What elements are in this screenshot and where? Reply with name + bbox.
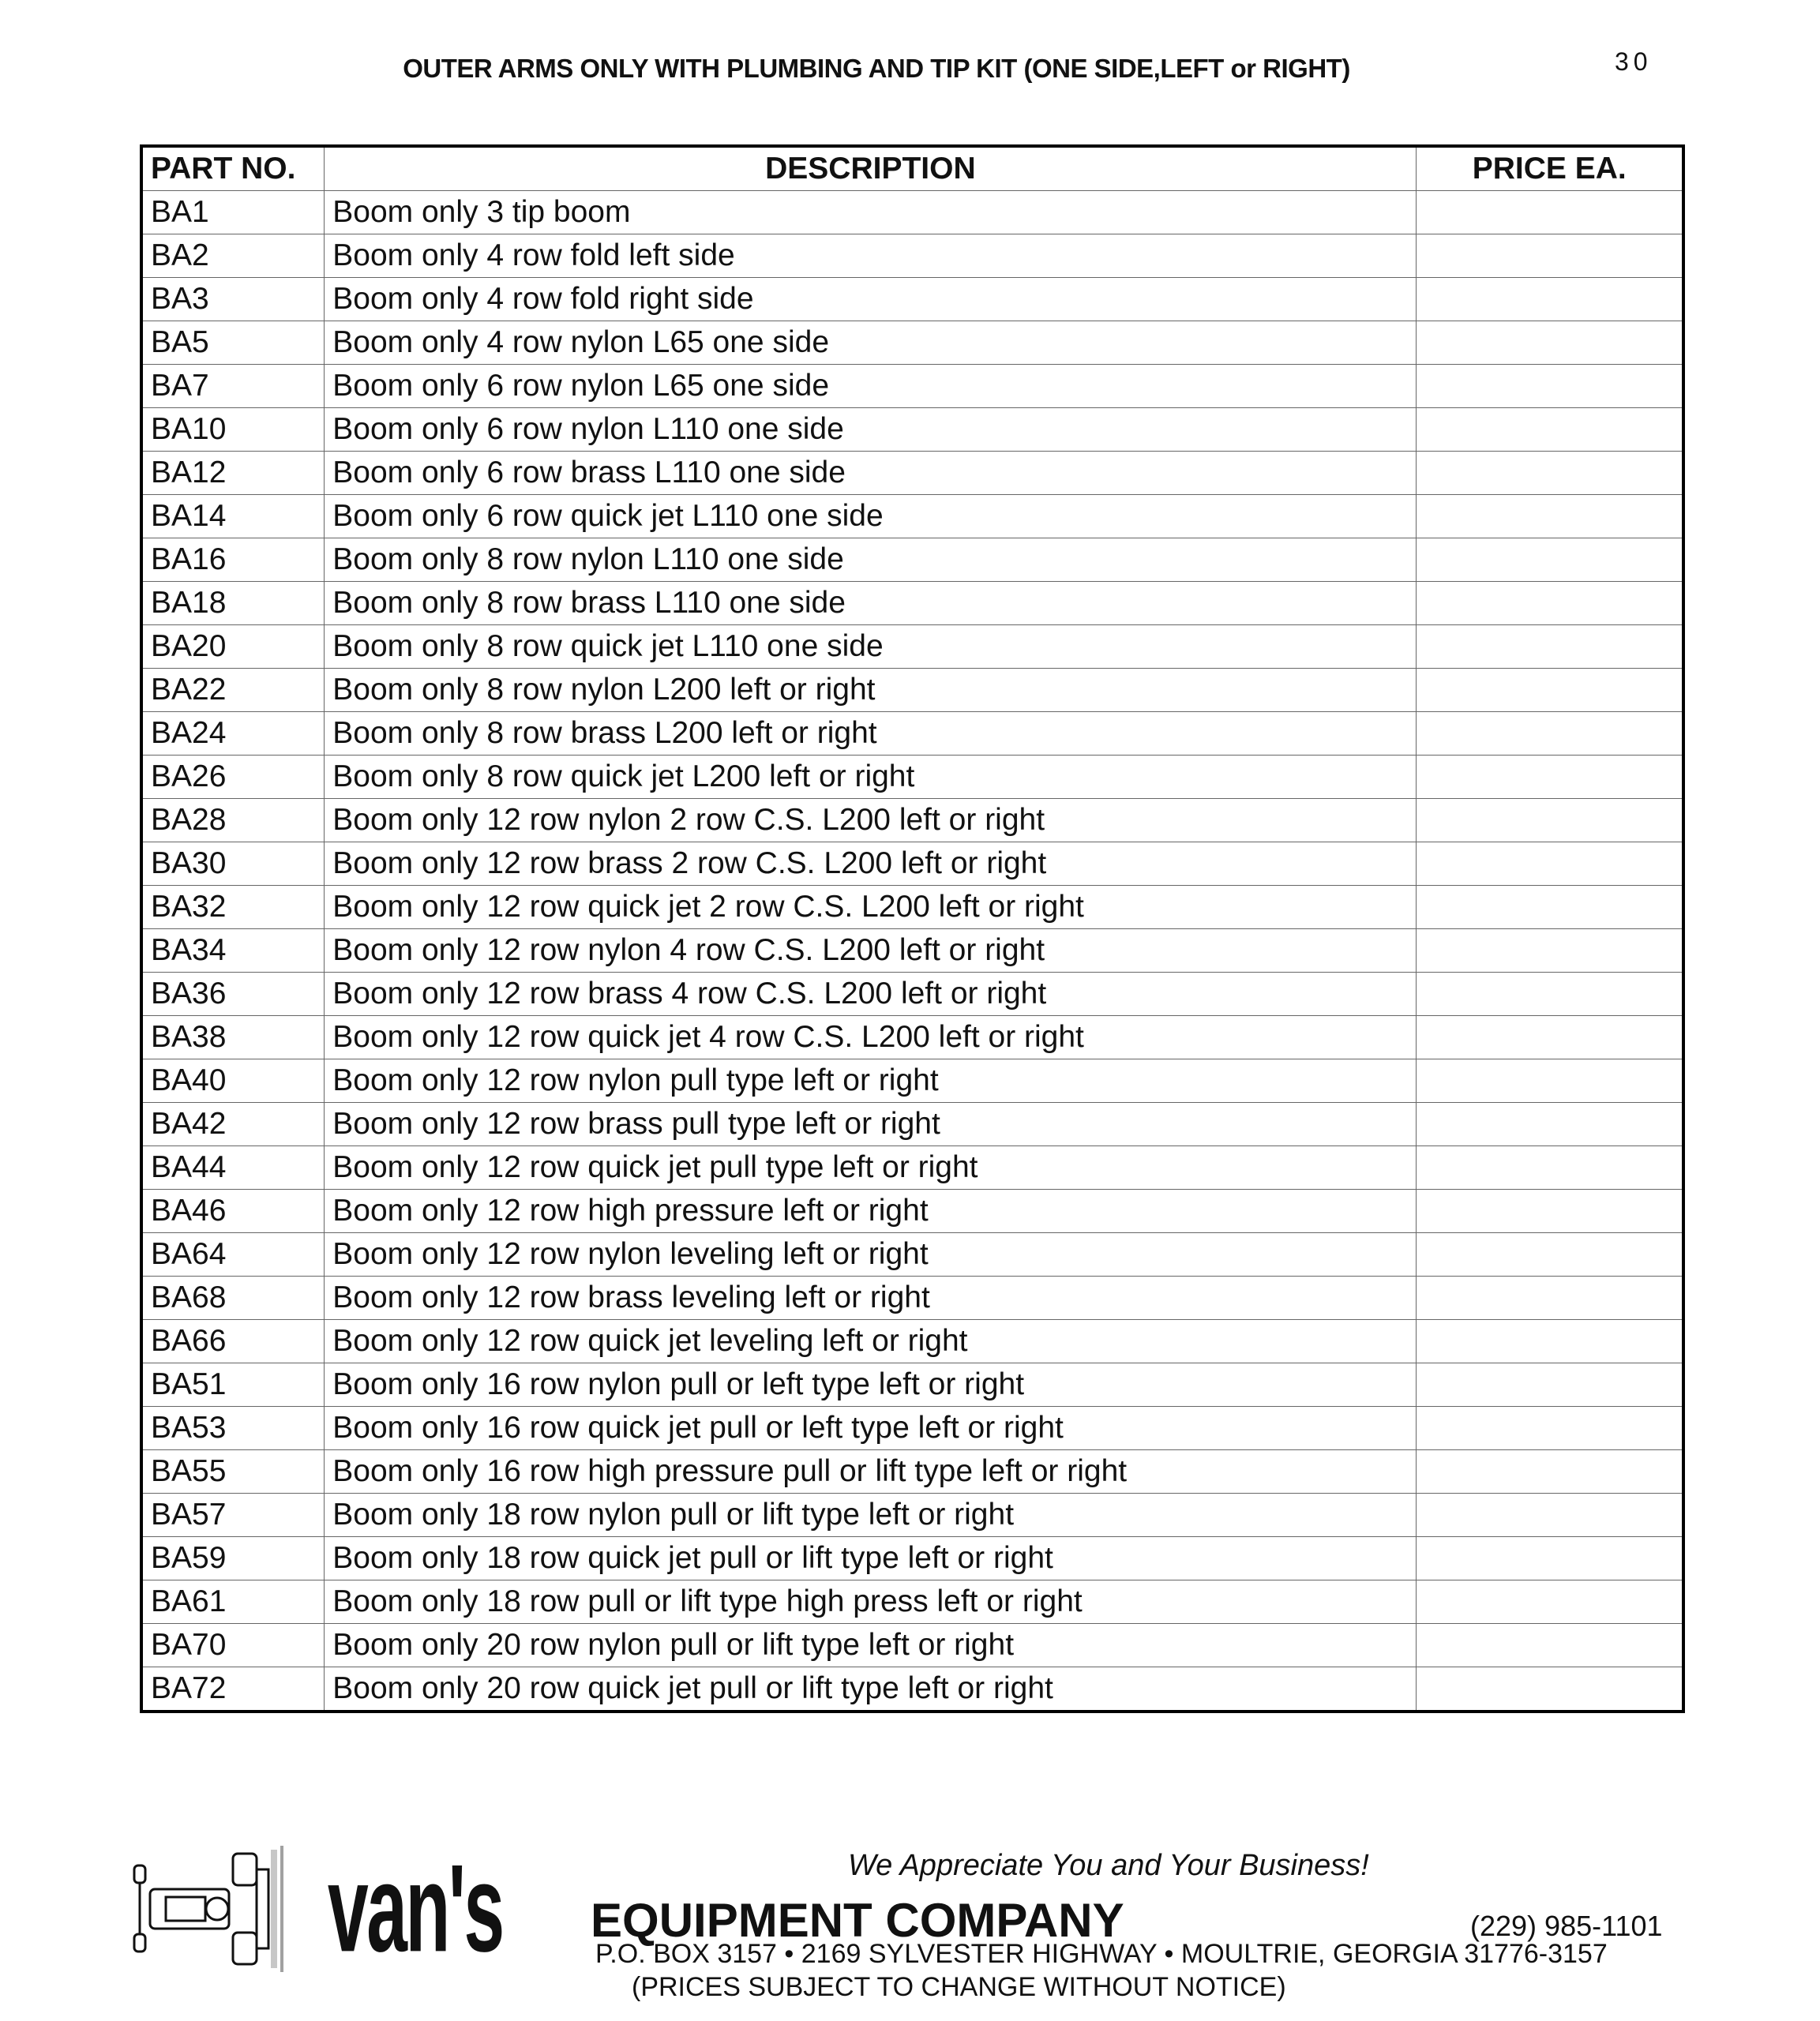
table-row <box>141 1624 1683 1667</box>
description-cell: Boom only 18 row quick jet pull or lift type left or right <box>325 1537 1417 1580</box>
description-cell: Boom only 6 row nylon L65 one side <box>325 365 1417 408</box>
description-cell: Boom only 12 row brass 2 row C.S. L200 left or right <box>325 842 1417 886</box>
description-cell: Boom only 18 row pull or lift type high press left or right <box>325 1580 1417 1624</box>
price-cell <box>1417 1103 1683 1146</box>
part-no-cell: BA16 <box>141 538 325 582</box>
part-no-cell: BA59 <box>141 1537 325 1580</box>
description-cell: Boom only 6 row brass L110 one side <box>325 452 1417 495</box>
table-body <box>141 191 1683 1712</box>
description-cell: Boom only 18 row nylon pull or lift type left or right <box>325 1494 1417 1537</box>
table-row <box>141 408 1683 452</box>
part-no-cell: BA36 <box>141 973 325 1016</box>
part-no-cell: BA34 <box>141 929 325 973</box>
column-header-description: DESCRIPTION <box>325 146 1417 191</box>
price-cell <box>1417 538 1683 582</box>
page-number: 30 <box>1615 47 1653 76</box>
description-cell: Boom only 12 row quick jet 2 row C.S. L200 left or right <box>325 886 1417 929</box>
description-cell: Boom only 4 row nylon L65 one side <box>325 321 1417 365</box>
part-no-cell: BA30 <box>141 842 325 886</box>
description-cell: Boom only 20 row nylon pull or lift type left or right <box>325 1624 1417 1667</box>
table-row <box>141 495 1683 538</box>
price-cell <box>1417 1667 1683 1712</box>
table-row <box>141 1233 1683 1277</box>
table-row <box>141 1537 1683 1580</box>
description-cell: Boom only 8 row quick jet L110 one side <box>325 625 1417 669</box>
description-cell: Boom only 16 row nylon pull or left type left or right <box>325 1363 1417 1407</box>
price-cell <box>1417 1450 1683 1494</box>
description-cell: Boom only 8 row nylon L200 left or right <box>325 669 1417 712</box>
table-row <box>141 1667 1683 1712</box>
part-no-cell: BA5 <box>141 321 325 365</box>
description-cell: Boom only 16 row quick jet pull or left type left or right <box>325 1407 1417 1450</box>
part-no-cell: BA51 <box>141 1363 325 1407</box>
part-no-cell: BA46 <box>141 1190 325 1233</box>
table-row <box>141 625 1683 669</box>
price-cell <box>1417 1277 1683 1320</box>
part-no-cell: BA24 <box>141 712 325 756</box>
table-row <box>141 538 1683 582</box>
table-row <box>141 365 1683 408</box>
price-cell <box>1417 408 1683 452</box>
price-cell <box>1417 582 1683 625</box>
part-no-cell: BA42 <box>141 1103 325 1146</box>
part-no-cell: BA20 <box>141 625 325 669</box>
description-cell: Boom only 12 row nylon pull type left or right <box>325 1059 1417 1103</box>
price-cell <box>1417 712 1683 756</box>
price-cell <box>1417 191 1683 234</box>
part-no-cell: BA70 <box>141 1624 325 1667</box>
price-cell <box>1417 929 1683 973</box>
table-row <box>141 929 1683 973</box>
table-row <box>141 1016 1683 1059</box>
price-cell <box>1417 1363 1683 1407</box>
price-cell <box>1417 799 1683 842</box>
description-cell: Boom only 8 row quick jet L200 left or right <box>325 756 1417 799</box>
description-cell: Boom only 12 row brass 4 row C.S. L200 left or right <box>325 973 1417 1016</box>
price-cell <box>1417 1016 1683 1059</box>
price-notice: (PRICES SUBJECT TO CHANGE WITHOUT NOTICE) <box>632 1972 1286 2002</box>
price-cell <box>1417 1624 1683 1667</box>
part-no-cell: BA32 <box>141 886 325 929</box>
part-no-cell: BA14 <box>141 495 325 538</box>
price-cell <box>1417 278 1683 321</box>
description-cell: Boom only 12 row nylon 2 row C.S. L200 left or right <box>325 799 1417 842</box>
table-row <box>141 669 1683 712</box>
description-cell: Boom only 20 row quick jet pull or lift type left or right <box>325 1667 1417 1712</box>
table-row <box>141 1580 1683 1624</box>
description-cell: Boom only 12 row brass pull type left or right <box>325 1103 1417 1146</box>
table-row <box>141 756 1683 799</box>
table-row <box>141 234 1683 278</box>
description-cell: Boom only 8 row brass L200 left or right <box>325 712 1417 756</box>
part-no-cell: BA10 <box>141 408 325 452</box>
part-no-cell: BA44 <box>141 1146 325 1190</box>
column-header-part-no: PART NO. <box>141 146 325 191</box>
table-row <box>141 191 1683 234</box>
part-no-cell: BA18 <box>141 582 325 625</box>
price-cell <box>1417 1537 1683 1580</box>
table-row <box>141 1146 1683 1190</box>
table-row <box>141 973 1683 1016</box>
price-cell <box>1417 1320 1683 1363</box>
price-cell <box>1417 756 1683 799</box>
page-title: OUTER ARMS ONLY WITH PLUMBING AND TIP KIT (ONE SIDE,LEFT or RIGHT) <box>403 54 1350 83</box>
description-cell: Boom only 12 row nylon leveling left or right <box>325 1233 1417 1277</box>
price-cell <box>1417 495 1683 538</box>
part-no-cell: BA57 <box>141 1494 325 1537</box>
table-row <box>141 1407 1683 1450</box>
description-cell: Boom only 16 row high pressure pull or lift type left or right <box>325 1450 1417 1494</box>
price-cell <box>1417 1580 1683 1624</box>
description-cell: Boom only 12 row quick jet pull type left or right <box>325 1146 1417 1190</box>
table-row <box>141 1494 1683 1537</box>
table-row <box>141 582 1683 625</box>
part-no-cell: BA53 <box>141 1407 325 1450</box>
part-no-cell: BA1 <box>141 191 325 234</box>
part-no-cell: BA61 <box>141 1580 325 1624</box>
table-row <box>141 1450 1683 1494</box>
description-cell: Boom only 6 row quick jet L110 one side <box>325 495 1417 538</box>
table-row <box>141 452 1683 495</box>
address: P.O. BOX 3157 • 2169 SYLVESTER HIGHWAY • MOULTRIE, GEORGIA 31776-3157 <box>595 1939 1608 1969</box>
part-no-cell: BA55 <box>141 1450 325 1494</box>
part-no-cell: BA26 <box>141 756 325 799</box>
table-row <box>141 886 1683 929</box>
description-cell: Boom only 12 row high pressure left or right <box>325 1190 1417 1233</box>
description-cell: Boom only 4 row fold left side <box>325 234 1417 278</box>
description-cell: Boom only 3 tip boom <box>325 191 1417 234</box>
table-row <box>141 1320 1683 1363</box>
part-no-cell: BA68 <box>141 1277 325 1320</box>
part-no-cell: BA66 <box>141 1320 325 1363</box>
phone-number: (229) 985-1101 <box>1470 1910 1663 1942</box>
part-no-cell: BA12 <box>141 452 325 495</box>
price-cell <box>1417 1190 1683 1233</box>
table-row <box>141 1059 1683 1103</box>
description-cell: Boom only 12 row quick jet leveling left or right <box>325 1320 1417 1363</box>
price-cell <box>1417 365 1683 408</box>
table-row <box>141 1363 1683 1407</box>
part-no-cell: BA2 <box>141 234 325 278</box>
description-cell: Boom only 6 row nylon L110 one side <box>325 408 1417 452</box>
price-cell <box>1417 1146 1683 1190</box>
description-cell: Boom only 12 row nylon 4 row C.S. L200 left or right <box>325 929 1417 973</box>
description-cell: Boom only 4 row fold right side <box>325 278 1417 321</box>
table-row <box>141 1190 1683 1233</box>
table-row <box>141 799 1683 842</box>
part-no-cell: BA64 <box>141 1233 325 1277</box>
part-no-cell: BA38 <box>141 1016 325 1059</box>
price-cell <box>1417 1407 1683 1450</box>
price-cell <box>1417 1494 1683 1537</box>
parts-table <box>140 144 1685 1713</box>
table-row <box>141 1277 1683 1320</box>
table-row <box>141 712 1683 756</box>
tractor-logo-icon <box>126 1846 296 1972</box>
part-no-cell: BA72 <box>141 1667 325 1712</box>
description-cell: Boom only 12 row quick jet 4 row C.S. L200 left or right <box>325 1016 1417 1059</box>
table-row <box>141 1103 1683 1146</box>
table-row <box>141 321 1683 365</box>
price-cell <box>1417 886 1683 929</box>
part-no-cell: BA7 <box>141 365 325 408</box>
table-row <box>141 278 1683 321</box>
description-cell: Boom only 8 row brass L110 one side <box>325 582 1417 625</box>
table-row <box>141 842 1683 886</box>
part-no-cell: BA28 <box>141 799 325 842</box>
part-no-cell: BA3 <box>141 278 325 321</box>
company-logo-text: van's <box>328 1838 503 1978</box>
tagline: We Appreciate You and Your Business! <box>848 1849 1369 1882</box>
description-cell: Boom only 12 row brass leveling left or right <box>325 1277 1417 1320</box>
part-no-cell: BA22 <box>141 669 325 712</box>
table-header-row <box>141 146 1683 191</box>
price-cell <box>1417 842 1683 886</box>
description-cell: Boom only 8 row nylon L110 one side <box>325 538 1417 582</box>
price-cell <box>1417 1059 1683 1103</box>
column-header-price: PRICE EA. <box>1417 146 1683 191</box>
price-cell <box>1417 452 1683 495</box>
price-cell <box>1417 973 1683 1016</box>
price-cell <box>1417 1233 1683 1277</box>
price-cell <box>1417 669 1683 712</box>
company-name: EQUIPMENT COMPANY <box>591 1894 1124 1947</box>
part-no-cell: BA40 <box>141 1059 325 1103</box>
price-cell <box>1417 234 1683 278</box>
price-cell <box>1417 321 1683 365</box>
price-cell <box>1417 625 1683 669</box>
